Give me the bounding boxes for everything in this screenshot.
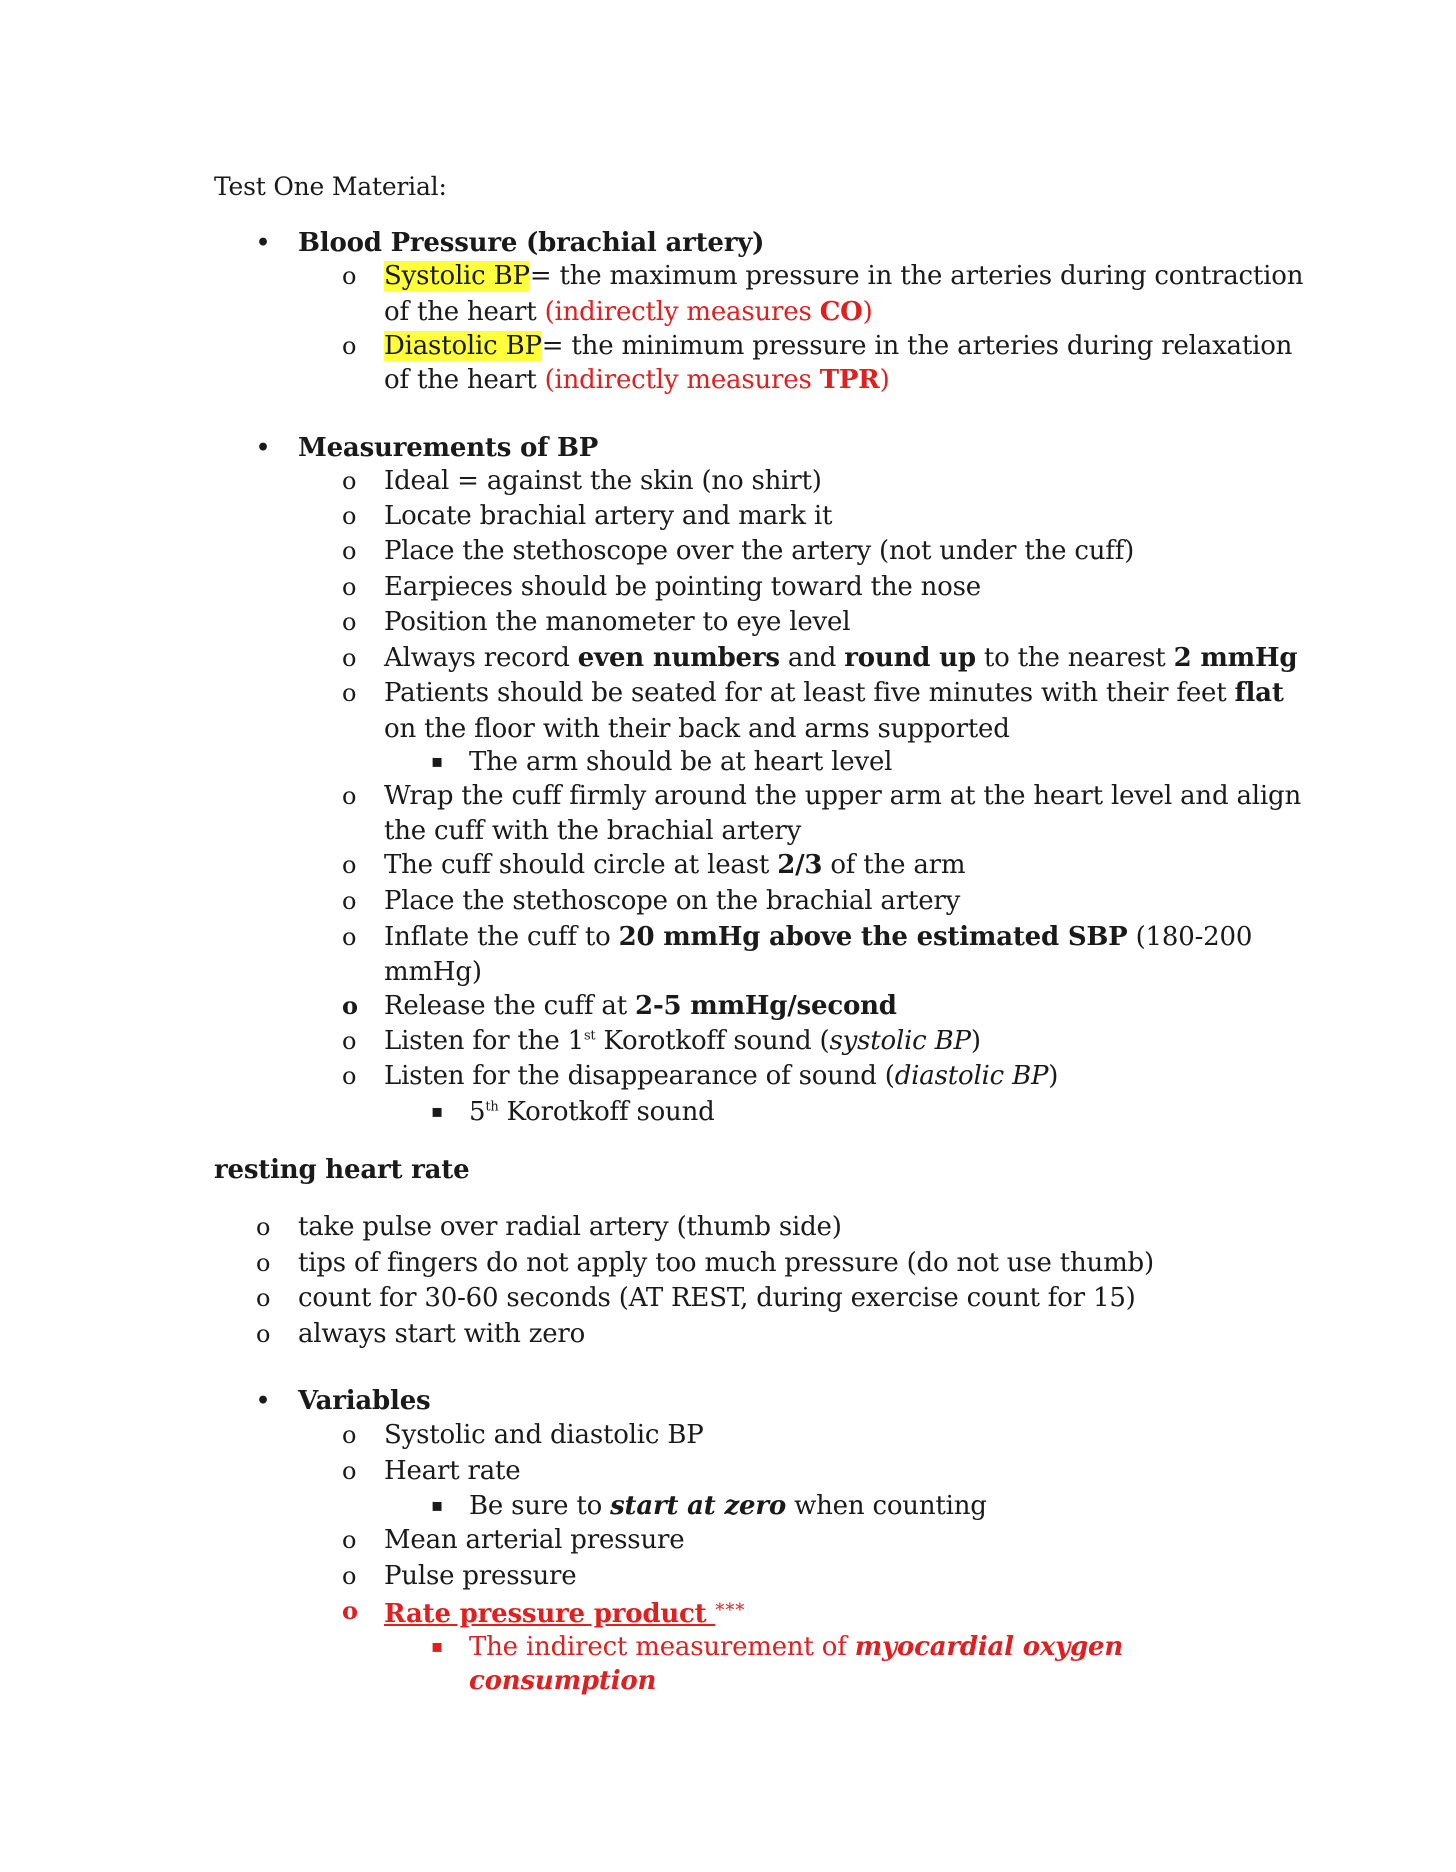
circle-marker: o xyxy=(342,991,358,1020)
list-item: o Patients should be seated for at least five minutes with their feet flat xyxy=(342,678,1284,708)
list-item-diastolic: o Diastolic BP= the minimum pressure in the arteries during relaxation xyxy=(342,331,1293,361)
list-item: o tips of fingers do not apply too much pressure (do not use thumb) xyxy=(256,1248,1154,1278)
list-item-systolic-cont: of the heart (indirectly measures CO) xyxy=(384,297,873,327)
circle-marker: o xyxy=(342,502,357,530)
circle-marker: o xyxy=(342,1562,357,1590)
list-item: o The cuff should circle at least 2/3 of the arm xyxy=(342,850,966,880)
circle-marker: o xyxy=(256,1320,271,1348)
list-item: o Release the cuff at 2-5 mmHg/second xyxy=(342,991,897,1021)
circle-marker: o xyxy=(342,887,357,915)
square-marker: ▪ xyxy=(431,1101,443,1122)
asterisks: *** xyxy=(715,1600,746,1621)
circle-marker: o xyxy=(342,1421,357,1449)
list-item-rate-pressure-product: o Rate pressure product *** xyxy=(342,1596,746,1629)
list-item: o Systolic and diastolic BP xyxy=(342,1420,704,1450)
circle-marker: o xyxy=(342,537,357,565)
list-item: o always start with zero xyxy=(256,1319,586,1349)
circle-marker: o xyxy=(342,644,357,672)
heading-blood-pressure: • Blood Pressure (brachial artery) xyxy=(256,228,765,258)
list-item: o Heart rate xyxy=(342,1456,521,1486)
circle-marker: o xyxy=(342,1062,357,1090)
page-title: Test One Material: xyxy=(214,172,447,201)
sub-list-item-cont: consumption xyxy=(469,1666,657,1696)
list-item-cont: mmHg) xyxy=(384,957,482,987)
circle-marker: o xyxy=(342,1526,357,1554)
list-item-systolic: o Systolic BP= the maximum pressure in the arteries during contraction xyxy=(342,261,1304,291)
square-marker: ▪ xyxy=(431,751,443,772)
list-item-cont: the cuff with the brachial artery xyxy=(384,816,802,846)
circle-marker: o xyxy=(342,851,357,879)
bullet-marker: • xyxy=(256,230,270,256)
circle-marker: o xyxy=(342,608,357,636)
list-item: o Inflate the cuff to 20 mmHg above the estimated SBP (180-200 xyxy=(342,922,1253,952)
bullet-marker: • xyxy=(256,435,270,461)
square-marker: ▪ xyxy=(431,1636,443,1657)
circle-marker: o xyxy=(342,1596,358,1625)
sub-list-item: ▪ Be sure to start at zero when counting xyxy=(431,1491,987,1521)
circle-marker: o xyxy=(342,262,357,290)
circle-marker: o xyxy=(342,332,357,360)
circle-marker: o xyxy=(342,467,357,495)
circle-marker: o xyxy=(256,1249,271,1277)
highlight-systolic: Systolic BP xyxy=(384,261,530,291)
heading-resting-heart-rate: resting heart rate xyxy=(214,1155,470,1185)
circle-marker: o xyxy=(342,782,357,810)
heading-measurements: • Measurements of BP xyxy=(256,433,599,463)
list-item: o Always record even numbers and round up to the nearest 2 mmHg xyxy=(342,643,1298,673)
list-item: o Pulse pressure xyxy=(342,1561,577,1591)
list-item-cont: on the floor with their back and arms supported xyxy=(384,714,1010,744)
list-item: o count for 30-60 seconds (AT REST, during exercise count for 15) xyxy=(256,1283,1136,1313)
circle-marker: o xyxy=(342,923,357,951)
highlight-diastolic: Diastolic BP xyxy=(384,331,542,361)
heading-variables: • Variables xyxy=(256,1386,431,1416)
circle-marker: o xyxy=(256,1213,271,1241)
circle-marker: o xyxy=(342,573,357,601)
list-item: o Listen for the disappearance of sound (diastolic BP) xyxy=(342,1061,1059,1091)
list-item: o Wrap the cuff firmly around the upper arm at the heart level and align xyxy=(342,781,1301,811)
list-item: o Ideal = against the skin (no shirt) xyxy=(342,466,822,496)
list-item: o take pulse over radial artery (thumb side) xyxy=(256,1212,842,1242)
sub-list-item: ▪ The arm should be at heart level xyxy=(431,747,893,777)
circle-marker: o xyxy=(342,1027,357,1055)
list-item-diastolic-cont: of the heart (indirectly measures TPR) xyxy=(384,365,890,395)
bullet-marker: • xyxy=(256,1388,270,1414)
circle-marker: o xyxy=(256,1284,271,1312)
list-item: o Earpieces should be pointing toward the nose xyxy=(342,572,981,602)
list-item: o Position the manometer to eye level xyxy=(342,607,851,637)
circle-marker: o xyxy=(342,1457,357,1485)
list-item: o Place the stethoscope on the brachial artery xyxy=(342,886,961,916)
sub-list-item: ▪ The indirect measurement of myocardial oxygen xyxy=(431,1632,1124,1662)
list-item: o Place the stethoscope over the artery (not under the cuff) xyxy=(342,536,1135,566)
circle-marker: o xyxy=(342,679,357,707)
list-item: o Locate brachial artery and mark it xyxy=(342,501,833,531)
sub-list-item: ▪ 5th Korotkoff sound xyxy=(431,1097,715,1127)
list-item: o Mean arterial pressure xyxy=(342,1525,685,1555)
square-marker: ▪ xyxy=(431,1495,443,1516)
list-item: o Listen for the 1st Korotkoff sound (systolic BP) xyxy=(342,1026,981,1056)
